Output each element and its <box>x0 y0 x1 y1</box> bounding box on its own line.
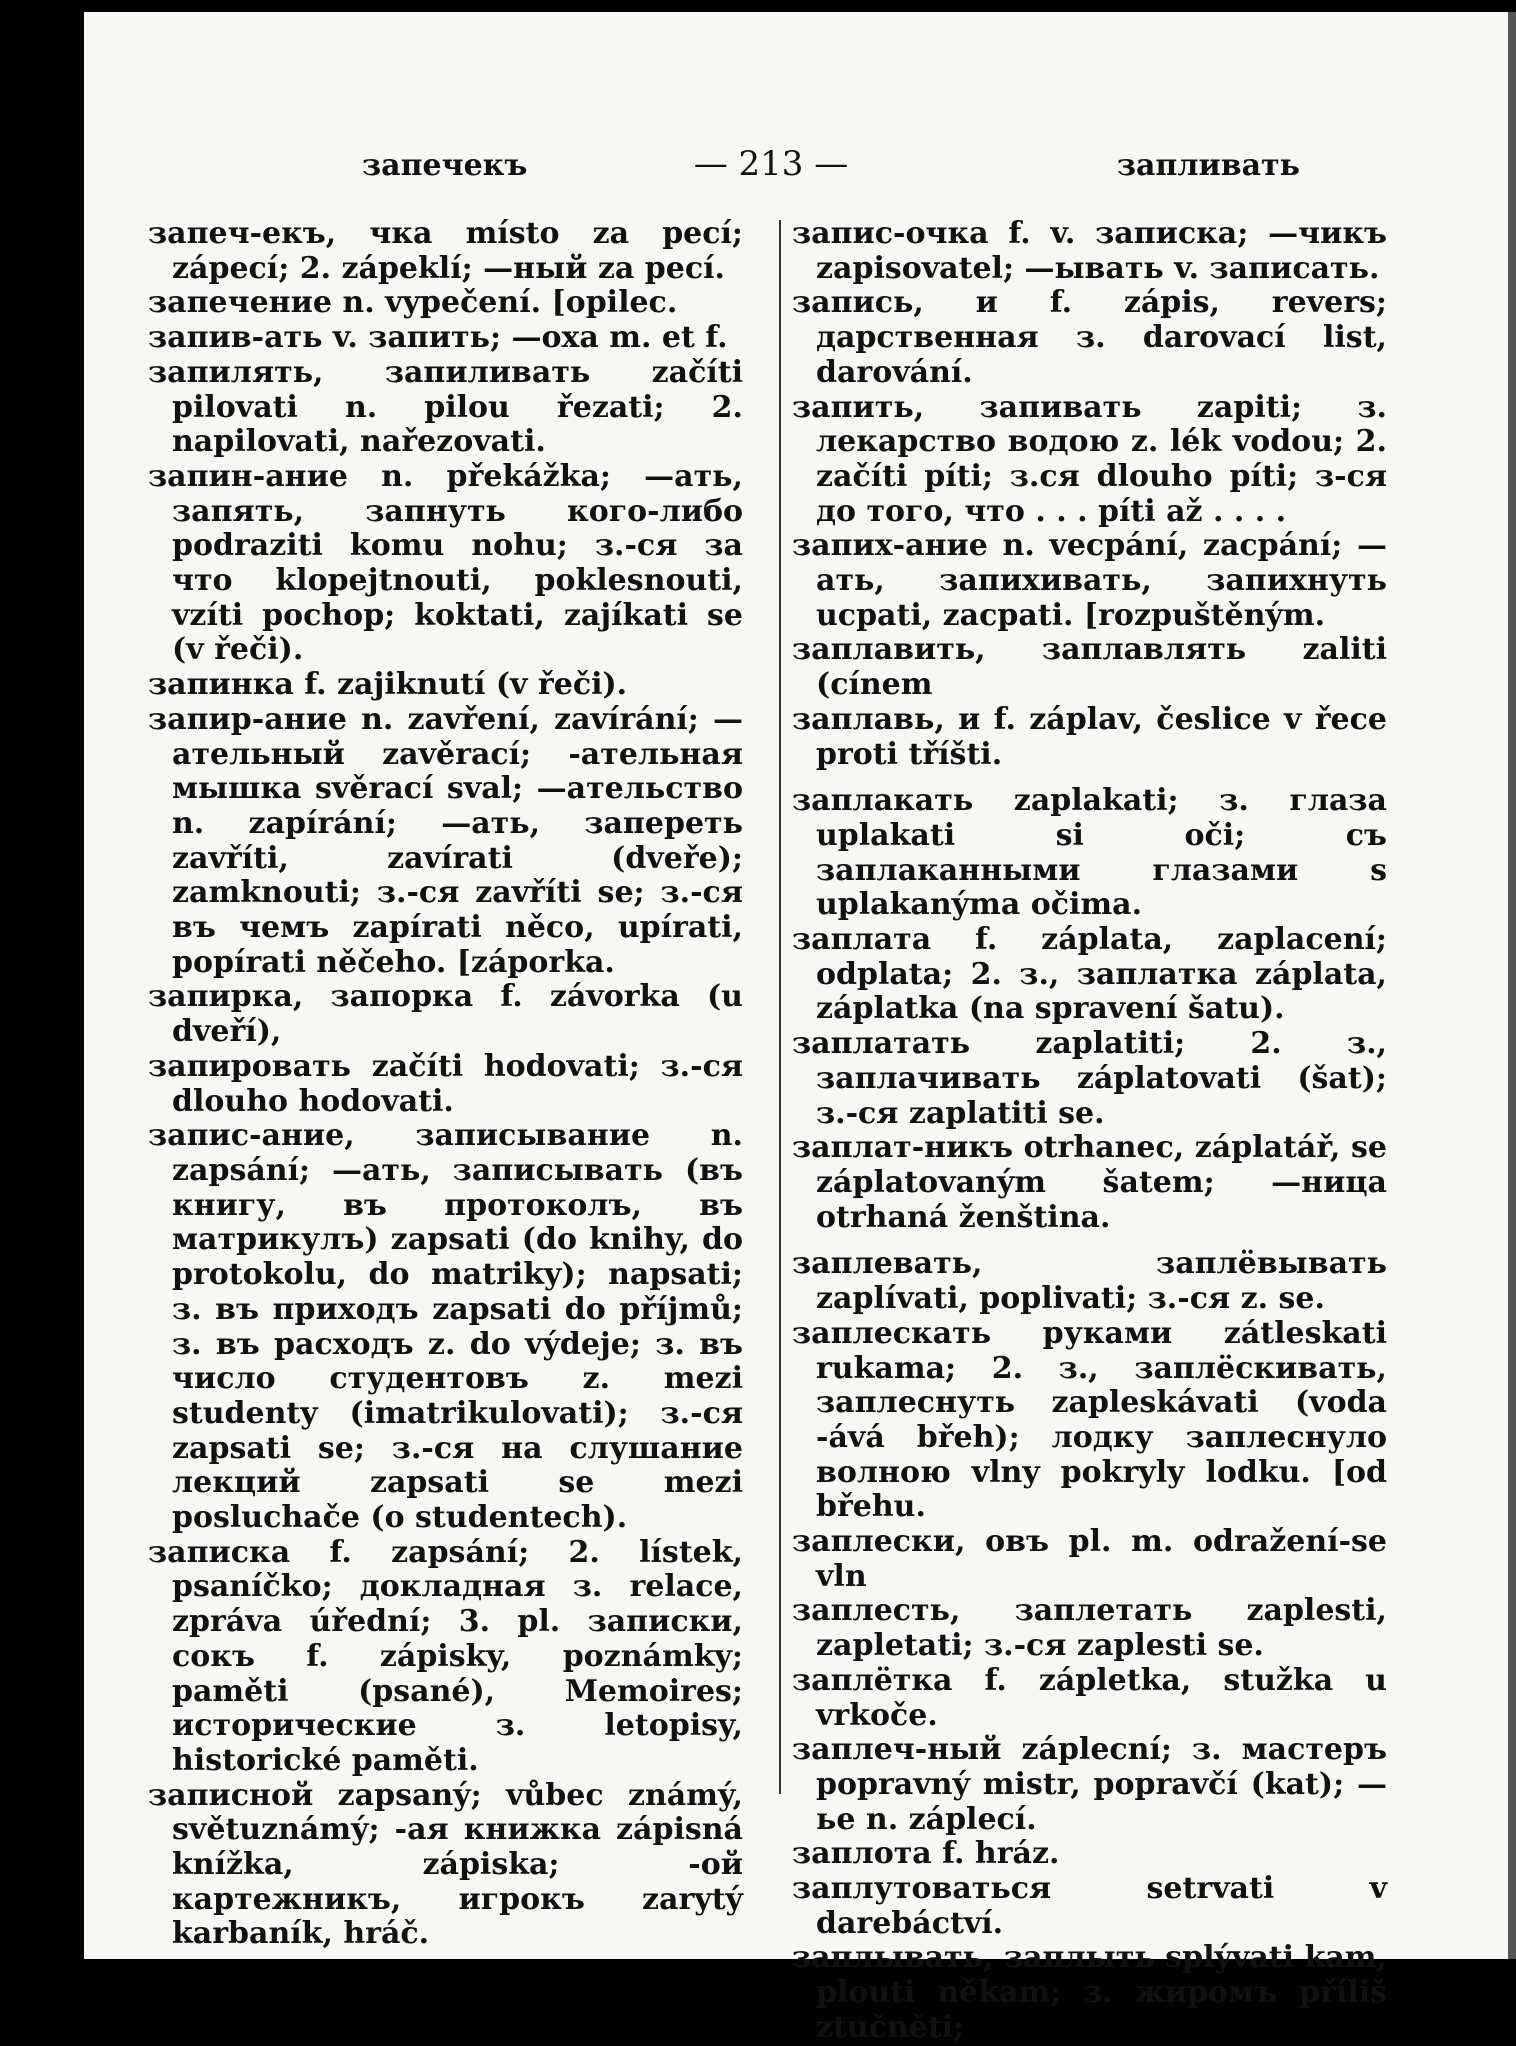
dictionary-entry: заплескать руками zátleskati rukama; 2. з., заплёскивать, заплеснуть zapleskávati (voda -ává břeh); лодку заплеснуло волною vlny pokryly lodku. [od břehu. <box>792 1315 1387 1525</box>
dictionary-entry: заплакать zaplakati; з. глаза uplakati si oči; съ заплаканными глазами s uplakanýma očima. <box>792 783 1387 923</box>
left-column <box>148 217 743 1952</box>
dictionary-entry: запировать začíti hodovati; з.-ся dlouho hodovati. <box>148 1048 743 1119</box>
dictionary-entry: заплётка f. zápletka, stužka u vrkoče. <box>792 1662 1387 1733</box>
dictionary-entry: заплавь, и f. záplav, česlice v řece proti tříšti. <box>792 701 1387 772</box>
dictionary-entry: запирка, запорка f. závorka (u dveří), <box>148 979 743 1050</box>
dictionary-entry: заплеч-ный záplecní; з. мастеръ popravný mistr, popravčí (kat); —ье n. záplecí. <box>792 1732 1387 1837</box>
dictionary-entry: записка f. zapsání; 2. lístek, psaníčko; докладная з. relace, zpráva úřední; 3. pl. записки, сокъ f. zápisky, poznámky; paměti (psané), Memoires; исторические з. letopisy, historické paměti. <box>148 1534 743 1778</box>
dictionary-entry: заплатать zaplatiti; 2. з., заплачивать záplatovati (šat); з.-ся zaplatiti se. <box>792 1026 1387 1131</box>
dictionary-entry: запис-ание, записывание n. zapsání; —ать, записывать (въ книгу, въ протоколъ, въ матрикулъ) zapsati (do knihy, do protokolu, do matriky); napsati; з. въ приходъ zapsati do příjmů; з. въ расходъ z. do výdeje; з. въ число студентовъ z. mezi studenty (imatrikulovati); з.-ся zapsati se; з.-ся на слушание лекций zapsati se mezi posluchače (o studentech). <box>148 1118 743 1536</box>
dictionary-entry: заплота f. hráz. <box>792 1836 1060 1872</box>
dictionary-page <box>84 12 1516 2045</box>
right-column <box>792 217 1387 2046</box>
right-guide-word: запливать <box>1116 148 1300 183</box>
dictionary-entry: заплески, овъ pl. m. odražení-se vln <box>792 1524 1387 1594</box>
running-header <box>146 130 1396 190</box>
column-divider <box>779 220 781 1794</box>
dictionary-entry: запих-ание n. vecpání, zacpání; —ать, запихивать, запихнуть ucpati, zacpati. [rozpuštěným. <box>792 528 1387 633</box>
page-number: — 213 — <box>693 144 849 184</box>
dictionary-entry: запилять, запиливать začíti pilovati n. pilou řezati; 2. napilovati, nařezovati. <box>148 354 743 460</box>
left-guide-word: запечекъ <box>362 148 528 183</box>
dictionary-entry: заплутоваться setrvati v darebáctví. <box>792 1871 1387 1941</box>
dictionary-entry: запись, и f. zápis, revers; дарственная з. darovací list, darování. <box>792 285 1387 390</box>
dictionary-entry: запеч-екъ, чка místo za pecí; zápecí; 2. zápeklí; —ный za pecí. <box>148 216 743 286</box>
dictionary-entry: запить, запивать zapiti; з. лекарство водою z. lék vodou; 2. začíti píti; з.ся dlouho píti; з-ся до того, что . . . píti až . . . . <box>792 389 1387 529</box>
dictionary-entry: запив-ать v. запить; —оха m. et f. <box>148 320 728 356</box>
dictionary-entry: запир-ание n. zavření, zavírání; —ательный zavěrací; -ательная мышка svěrací sval; —ательство n. zapírání; —ать, запереть zavříti, zavírati (dveře); zamknouti; з.-ся zavříti se; з.-ся въ чемъ zapírati něco, upírati, popírati něčeho. [záporka. <box>148 701 743 980</box>
dictionary-entry: заплесть, заплетать zaplesti, zapletati; з.-ся zaplesti se. <box>792 1593 1387 1664</box>
dictionary-entry: запис-очка f. v. записка; —чикъ zapisovatel; —ывать v. записать. <box>792 216 1387 286</box>
dictionary-entry: запин-ание n. překážka; —ать, запять, запнуть кого-либо podraziti komu nohu; з.-ся за что klopejtnouti, poklesnouti, vzíti pochop; koktati, zajíkati se (v řeči). <box>148 458 743 668</box>
dictionary-entry: запечение n. vypečení. [opilec. <box>148 285 678 321</box>
dictionary-entry: заплевать, заплёвывать zaplívati, poplivati; з.-ся z. se. <box>792 1246 1387 1317</box>
dictionary-entry: заплывать, заплыть splývati kam, plouti někam; з. жиромъ příliš ztučněti; <box>792 1940 1387 2045</box>
dictionary-entry: заплата f. záplata, zaplacení; odplata; 2. з., заплатка záplata, záplatka (na spravení šatu). <box>792 922 1387 1027</box>
dictionary-entry: запинка f. zajiknutí (v řeči). <box>148 667 628 703</box>
page-edge <box>1508 12 1516 1959</box>
dictionary-entry: заплат-никъ otrhanec, záplatář, se záplatovaným šatem; —ница otrhaná ženština. <box>792 1130 1387 1235</box>
dictionary-entry: заплавить, заплавлять zaliti (cínem <box>792 632 1387 703</box>
dictionary-entry: записной zapsaný; vůbec známý, světuznámý; -ая книжка zápisná knížka, zápiska; -ой картежникъ, игрокъ zarytý karbaník, hráč. <box>148 1777 743 1952</box>
